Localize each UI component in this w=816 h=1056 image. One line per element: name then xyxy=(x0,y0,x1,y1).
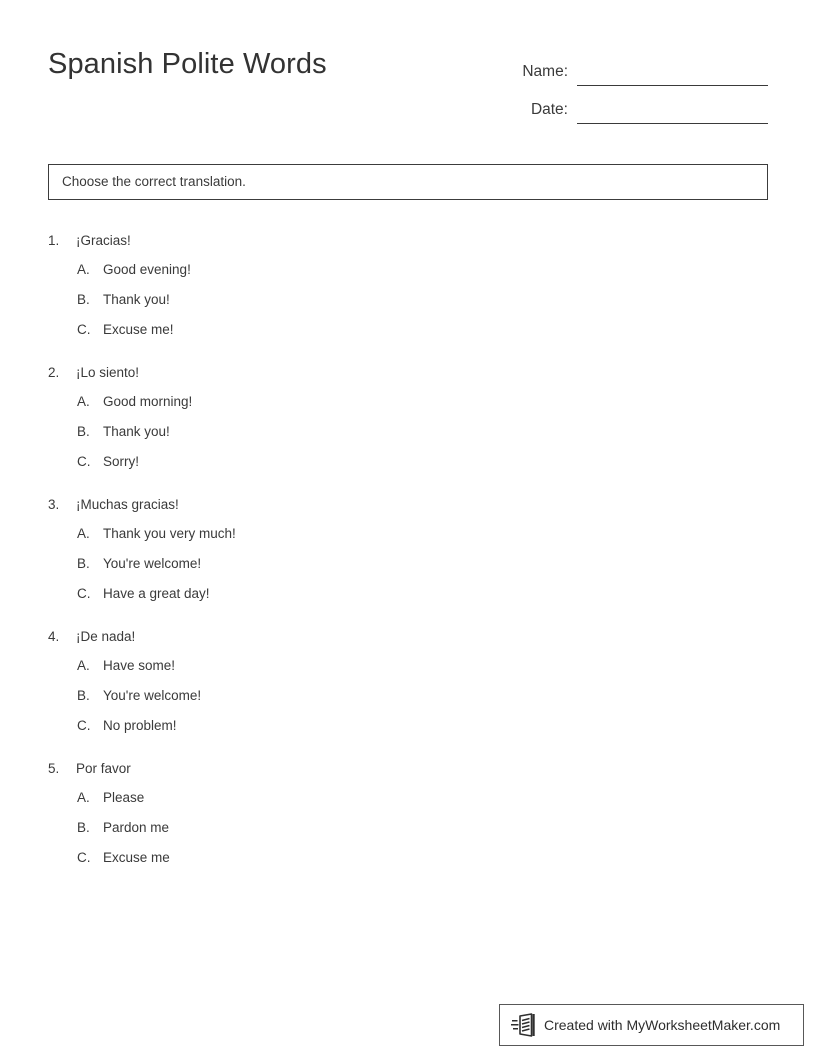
option-letter: C. xyxy=(77,322,91,337)
footer-badge-label: Created with MyWorksheetMaker.com xyxy=(544,1017,781,1033)
answer-option[interactable] xyxy=(48,261,768,279)
option-letter: C. xyxy=(77,586,91,601)
answer-option[interactable] xyxy=(48,423,768,441)
question-block xyxy=(48,495,768,603)
name-input-line[interactable] xyxy=(577,63,768,86)
answer-option[interactable] xyxy=(48,321,768,339)
answer-option[interactable] xyxy=(48,393,768,411)
option-letter: C. xyxy=(77,718,91,733)
question-block xyxy=(48,363,768,471)
question-prompt-row xyxy=(48,759,768,779)
option-letter: A. xyxy=(77,262,90,277)
answer-option[interactable] xyxy=(48,849,768,867)
option-letter: C. xyxy=(77,454,91,469)
answer-option[interactable] xyxy=(48,819,768,837)
option-text: Have a great day! xyxy=(103,586,210,601)
question-block xyxy=(48,231,768,339)
option-list xyxy=(48,657,768,735)
question-number: 1. xyxy=(48,233,60,248)
option-text: You're welcome! xyxy=(103,556,202,571)
option-letter: A. xyxy=(77,790,90,805)
option-letter: B. xyxy=(77,688,90,703)
option-text: Thank you very much! xyxy=(103,526,236,541)
question-prompt-row xyxy=(48,231,768,251)
answer-option[interactable] xyxy=(48,717,768,735)
option-text: Good morning! xyxy=(103,394,193,409)
option-letter: B. xyxy=(77,556,90,571)
question-text: ¡Muchas gracias! xyxy=(76,497,179,512)
date-field-label: Date: xyxy=(530,101,568,118)
answer-option[interactable] xyxy=(48,657,768,675)
name-field-label: Name: xyxy=(522,63,568,80)
student-info-fields xyxy=(498,48,768,124)
answer-option[interactable] xyxy=(48,453,768,471)
option-letter: A. xyxy=(77,526,90,541)
option-text: No problem! xyxy=(103,718,177,733)
option-text: Pardon me xyxy=(103,820,170,835)
option-text: Thank you! xyxy=(103,424,170,439)
question-prompt-row xyxy=(48,627,768,647)
option-letter: B. xyxy=(77,292,90,307)
instruction-text: Choose the correct translation. xyxy=(62,174,246,189)
option-letter: A. xyxy=(77,394,90,409)
question-block xyxy=(48,759,768,867)
question-text: Por favor xyxy=(76,761,131,776)
option-list xyxy=(48,261,768,339)
option-text: Excuse me xyxy=(103,850,170,865)
option-list xyxy=(48,393,768,471)
option-letter: A. xyxy=(77,658,90,673)
option-text: Have some! xyxy=(103,658,176,673)
date-input-line[interactable] xyxy=(577,101,768,124)
option-text: You're welcome! xyxy=(103,688,202,703)
page-title: Spanish Polite Words xyxy=(48,48,327,80)
question-number: 3. xyxy=(48,497,60,512)
question-number: 4. xyxy=(48,629,60,644)
answer-option[interactable] xyxy=(48,555,768,573)
option-letter: B. xyxy=(77,424,90,439)
question-block xyxy=(48,627,768,735)
answer-option[interactable] xyxy=(48,525,768,543)
question-text: ¡Lo siento! xyxy=(76,365,140,380)
question-list xyxy=(48,231,768,891)
footer-badge[interactable] xyxy=(499,1004,804,1046)
instruction-box xyxy=(48,164,768,200)
question-number: 2. xyxy=(48,365,60,380)
option-list xyxy=(48,789,768,867)
question-prompt-row xyxy=(48,495,768,515)
answer-option[interactable] xyxy=(48,789,768,807)
worksheet-maker-logo-icon xyxy=(511,1013,537,1037)
answer-option[interactable] xyxy=(48,291,768,309)
option-letter: C. xyxy=(77,850,91,865)
option-letter: B. xyxy=(77,820,90,835)
question-text: ¡Gracias! xyxy=(76,233,131,248)
option-list xyxy=(48,525,768,603)
question-prompt-row xyxy=(48,363,768,383)
option-text: Sorry! xyxy=(103,454,140,469)
worksheet-header xyxy=(48,44,768,124)
date-field-row xyxy=(498,86,768,124)
answer-option[interactable] xyxy=(48,585,768,603)
option-text: Thank you! xyxy=(103,292,170,307)
answer-option[interactable] xyxy=(48,687,768,705)
question-number: 5. xyxy=(48,761,60,776)
name-field-row xyxy=(498,48,768,86)
option-text: Good evening! xyxy=(103,262,191,277)
question-text: ¡De nada! xyxy=(76,629,136,644)
option-text: Please xyxy=(103,790,145,805)
option-text: Excuse me! xyxy=(103,322,174,337)
